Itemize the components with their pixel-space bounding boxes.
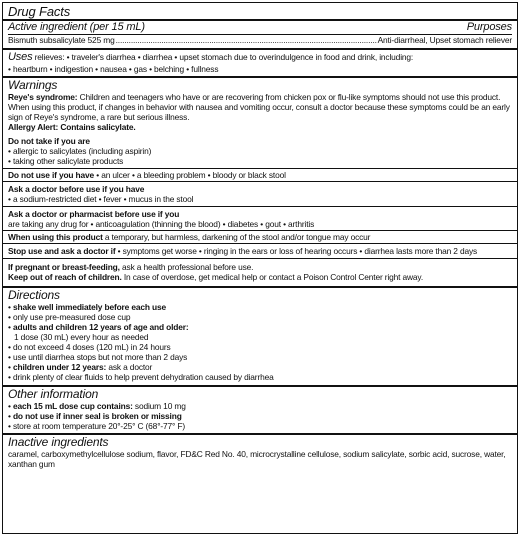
drug-facts-title: Drug Facts <box>8 4 71 19</box>
directions-item: • only use pre-measured dose cup <box>8 312 512 322</box>
do-not-take-item: • taking other salicylate products <box>8 156 512 166</box>
when-using-text: a temporary, but harmless, darkening of the stool and/or tongue may occur <box>102 232 371 242</box>
allergy-alert <box>8 122 512 132</box>
inactive-ingredients-text: caramel, carboxymethylcellulose sodium, flavor, FD&C Red No. 40, microcrystalline cellulose, sodium salicylate, sorbic acid, sucrose, water, xanthan gum <box>8 449 506 469</box>
inactive-ingredients-section <box>3 433 517 469</box>
directions-shake: shake well immediately before each use <box>12 302 167 312</box>
drug-facts-panel <box>2 2 518 534</box>
active-ingredient-row <box>8 34 512 45</box>
uses-heading: Uses <box>8 51 33 63</box>
stop-use-section <box>3 243 517 258</box>
do-not-use-items: • an ulcer • a bleeding problem • bloody or black stool <box>96 170 286 180</box>
reyes-warning <box>8 92 512 122</box>
do-not-use-line <box>8 169 512 181</box>
sodium-text: sodium 10 mg <box>132 401 186 411</box>
other-information-item: • store at room temperature 20°-25° C (68°-77° F) <box>8 421 512 431</box>
leader-dots <box>116 35 377 45</box>
active-ingredient-section <box>3 19 517 48</box>
uses-section <box>3 48 517 76</box>
directions-item <box>8 302 512 312</box>
inactive-ingredients-heading: Inactive ingredients <box>8 435 109 449</box>
directions-item: • use until diarrhea stops but not more than 2 days <box>8 352 512 362</box>
when-using-line <box>8 231 512 243</box>
reyes-label: Reye's syndrome: <box>8 92 78 102</box>
ask-pharmacist-heading-text: Ask a doctor or pharmacist before use if you <box>8 209 180 219</box>
stop-use-text: • symptoms get worse • ringing in the ears or loss of hearing occurs • diarrhea lasts more than 2 days <box>115 246 478 256</box>
ask-doctor-items: • a sodium-restricted diet • fever • mucus in the stool <box>8 194 194 204</box>
directions-item <box>8 322 512 332</box>
do-not-take-heading-text: Do not take if you are <box>8 136 90 146</box>
allergy-alert-text: Allergy Alert: Contains salicylate. <box>8 122 136 132</box>
warnings-heading: Warnings <box>8 78 58 92</box>
purposes-heading: Purposes <box>466 21 512 33</box>
directions-section <box>3 286 517 385</box>
ask-doctor-heading <box>8 182 512 194</box>
pregnancy-text: ask a health professional before use. <box>119 262 254 272</box>
ask-doctor-section <box>3 181 517 206</box>
other-information-heading: Other information <box>8 387 99 401</box>
when-using-label: When using this product <box>8 232 103 242</box>
seal-warning: do not use if inner seal is broken or missing <box>12 411 182 421</box>
ask-pharmacist-section <box>3 206 517 230</box>
when-using-section <box>3 230 517 243</box>
warnings-section <box>3 76 517 168</box>
pregnancy-label: If pregnant or breast-feeding, <box>8 262 120 272</box>
do-not-use-label: Do not use if you have <box>8 170 95 180</box>
ask-pharmacist-heading <box>8 207 512 219</box>
other-information-item <box>8 401 512 411</box>
active-ingredient-heading: Active ingredient (per 15 mL) <box>8 21 145 33</box>
directions-adults: adults and children 12 years of age and older: <box>12 322 189 332</box>
uses-line-1 <box>8 50 512 64</box>
other-information-item <box>8 411 512 421</box>
reyes-text: Children and teenagers who have or are recovering from chicken pox or flu-like symptoms should not use this product. When using this product, if changes in behavior with nausea and vomiting occur, consult a doctor because these symptoms could be an early sign of Reye's syndrome, a rare but serious illness. <box>8 92 510 122</box>
directions-item: • drink plenty of clear fluids to help prevent dehydration caused by diarrhea <box>8 372 512 382</box>
directions-children-label: children under 12 years: <box>12 362 107 372</box>
stop-use-line <box>8 244 512 258</box>
do-not-use-section <box>3 168 517 181</box>
drug-facts-title-section <box>3 3 517 19</box>
sodium-label: each 15 mL dose cup contains: <box>12 401 133 411</box>
keep-out-of-reach-label: Keep out of reach of children. <box>8 272 122 282</box>
uses-text-1: relieves: • traveler's diarrhea • diarrhea • upset stomach due to overindulgence in food and drink, including: <box>34 52 414 62</box>
ask-doctor-heading-text: Ask a doctor before use if you have <box>8 184 145 194</box>
pregnancy-section <box>3 258 517 286</box>
do-not-take-heading <box>8 136 512 146</box>
other-information-section <box>3 385 517 433</box>
directions-heading: Directions <box>8 288 60 302</box>
directions-children-text: ask a doctor <box>106 362 153 372</box>
active-ingredient-name: Bismuth subsalicylate 525 mg <box>8 35 115 45</box>
ask-pharmacist-text: are taking any drug for • anticoagulation (thinning the blood) • diabetes • gout • arthritis <box>8 219 315 229</box>
active-ingredient-purpose: Anti-diarrheal, Upset stomach reliever <box>377 35 512 45</box>
active-ingredient-header <box>8 21 512 34</box>
keep-out-of-reach-text: In case of overdose, get medical help or contact a Poison Control Center right away. <box>121 272 424 282</box>
pregnancy-line <box>8 259 512 272</box>
keep-out-of-reach-line <box>8 272 512 282</box>
directions-dose: 1 dose (30 mL) every hour as needed <box>14 332 149 342</box>
uses-line-2: • heartburn • indigestion • nausea • gas • belching • fullness <box>8 64 219 74</box>
do-not-take-item: • allergic to salicylates (including aspirin) <box>8 146 512 156</box>
directions-item: • do not exceed 4 doses (120 mL) in 24 hours <box>8 342 512 352</box>
stop-use-label: Stop use and ask a doctor if <box>8 246 116 256</box>
directions-item <box>8 362 512 372</box>
